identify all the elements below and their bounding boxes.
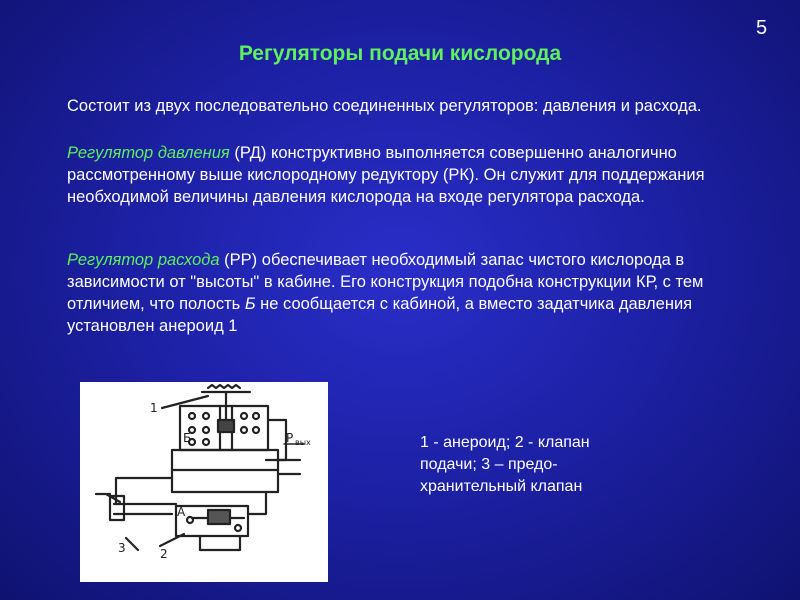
slide-title: Регуляторы подачи кислорода: [238, 42, 562, 65]
label-cavity-a: А: [177, 505, 186, 519]
aneroid-bellows: [208, 385, 240, 388]
outlet-pipe: [278, 460, 300, 474]
cavity-letter: Б: [244, 295, 256, 313]
supply-valve: [208, 510, 230, 524]
slide-number: 5: [756, 17, 768, 39]
schematic-drawing: [80, 382, 328, 582]
term-flow-regulator: Регулятор расхода: [67, 251, 220, 269]
label-valve-3: 3: [118, 541, 126, 555]
regulator-schematic: [80, 382, 328, 582]
figure-caption: 1 - анероид; 2 - клапан подачи; 3 – предо-хранительный клапан: [420, 434, 590, 495]
term-pressure-regulator: Регулятор давления: [67, 144, 230, 162]
pressure-regulator-text: (РД) конструктивно выполняется совершенно аналогично рассмотренному выше кислородному редуктору (РК). Он служит для поддержания необходимой величины давления кислорода на входе регулятора расхода.: [67, 144, 705, 206]
label-cavity-b: Б: [183, 431, 192, 445]
paragraph-composition: Состоит из двух последовательно соединенных регуляторов: давления и расхода.: [67, 97, 702, 115]
paragraph-pressure-regulator: [67, 142, 772, 208]
label-outlet: Р: [286, 431, 294, 445]
flow-regulator-text-b: не сообщается с кабиной, а вместо задатчика давления установлен анероид 1: [67, 295, 693, 335]
label-valve-2: 2: [160, 547, 168, 561]
paragraph-flow-regulator: [67, 249, 772, 337]
label-outlet-sub: вых: [295, 438, 311, 447]
flow-regulator-text-a: (РР) обеспечивает необходимый запас чистого кислорода в зависимости от "высоты" в кабине. Его конструкция подобна конструкции КР, с тем отличием, что полость: [67, 251, 704, 313]
label-aneroid: 1: [150, 401, 158, 415]
